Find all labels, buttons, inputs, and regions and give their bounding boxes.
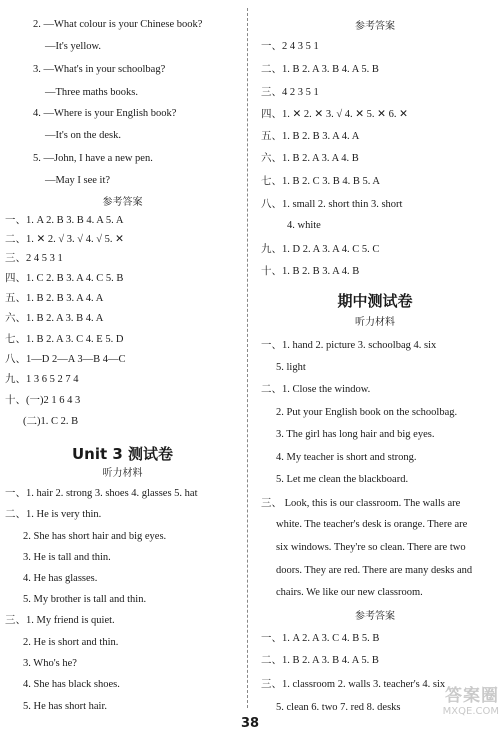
text-line: 3. —What's in your schoolbag?	[33, 64, 166, 75]
text-line: 五、1. B 2. B 3. A 4. A	[5, 293, 104, 304]
text-line: —It's on the desk.	[45, 130, 121, 141]
text-line: 2. He is short and thin.	[23, 637, 119, 648]
text-line: 3. He is tall and thin.	[23, 552, 111, 563]
text-line: 5. light	[276, 362, 306, 373]
text-line: 九、1 3 6 5 2 7 4	[5, 374, 79, 385]
text-line: (二)1. C 2. B	[23, 416, 79, 427]
text-line: 三、4 2 3 5 1	[261, 87, 319, 98]
text-line: 五、1. B 2. B 3. A 4. A	[261, 131, 360, 142]
text-line: 2. —What colour is your Chinese book?	[33, 19, 203, 30]
text-line: 七、1. B 2. A 3. C 4. E 5. D	[5, 334, 124, 345]
text-line: —It's yellow.	[45, 41, 102, 52]
text-line: 二、1. B 2. A 3. B 4. A 5. B	[261, 64, 379, 75]
text-line: 四、1. C 2. B 3. A 4. C 5. B	[5, 273, 124, 284]
section-heading: 听力材料	[355, 317, 395, 328]
text-line: 一、1. A 2. B 3. B 4. A 5. A	[5, 215, 124, 226]
section-heading: 参考答案	[102, 197, 143, 208]
text-line: 4. My teacher is short and strong.	[276, 452, 417, 463]
text-line: 5. He has short hair.	[23, 701, 107, 712]
text-line: 六、1. B 2. A 3. A 4. B	[261, 153, 359, 164]
text-line: 二、1. Close the window.	[261, 384, 371, 395]
text-line: 三、2 4 5 3 1	[5, 253, 63, 264]
section-heading: 参考答案	[355, 21, 395, 32]
text-line: six windows. They're so clean. There are two	[276, 542, 466, 553]
text-line: —May I see it?	[45, 175, 111, 186]
text-line: 九、1. D 2. A 3. A 4. C 5. C	[261, 244, 380, 255]
text-line: 一、1. hand 2. picture 3. schoolbag 4. six	[261, 340, 437, 351]
column-divider	[247, 8, 248, 708]
text-line: white. The teacher's desk is orange. There are	[276, 519, 468, 530]
text-line: 2. Put your English book on the schoolbag.	[276, 407, 458, 418]
section-heading: 参考答案	[355, 611, 395, 622]
text-line: 一、2 4 3 5 1	[261, 41, 319, 52]
text-line: 4. white	[287, 220, 321, 231]
text-line: 一、1. hair 2. strong 3. shoes 4. glasses 5. hat	[5, 488, 198, 499]
text-line: 三、1. My friend is quiet.	[5, 615, 115, 626]
watermark-logo	[395, 688, 499, 732]
text-line: 5. Let me clean the blackboard.	[276, 474, 409, 485]
text-line: chairs. We like our new classroom.	[276, 587, 423, 598]
text-line: 5. clean 6. two 7. red 8. desks	[276, 702, 401, 713]
section-heading: 听力材料	[102, 468, 143, 479]
text-line: 5. My brother is tall and thin.	[23, 594, 147, 605]
watermark-url: MXQE.COM	[442, 706, 499, 717]
text-line: 2. She has short hair and big eyes.	[23, 531, 167, 542]
section-title: Unit 3 测试卷	[71, 445, 174, 463]
text-line: 六、1. B 2. A 3. B 4. A	[5, 313, 104, 324]
text-line: 3. The girl has long hair and big eyes.	[276, 429, 435, 440]
text-line: —Three maths books.	[45, 87, 139, 98]
text-line: 四、1. ✕ 2. ✕ 3. √ 4. ✕ 5. ✕ 6. ✕	[261, 109, 408, 120]
text-line: 二、1. ✕ 2. √ 3. √ 4. √ 5. ✕	[5, 234, 124, 245]
text-line: 4. He has glasses.	[23, 573, 98, 584]
text-line: 4. —Where is your English book?	[33, 108, 177, 119]
text-line: 5. —John, I have a new pen.	[33, 153, 153, 164]
text-line: doors. They are red. There are many desks and	[276, 565, 473, 576]
page-number: 38	[240, 716, 260, 731]
text-line: 八、1—D 2—A 3—B 4—C	[5, 354, 126, 365]
text-line: 三、 Look, this is our classroom. The walls are	[261, 498, 461, 509]
section-title: 期中测试卷	[337, 292, 413, 310]
text-line: 三、1. classroom 2. walls 3. teacher's 4. six	[261, 679, 446, 690]
text-line: 十、1. B 2. B 3. A 4. B	[261, 266, 360, 277]
text-line: 3. Who's he?	[23, 658, 77, 669]
text-line: 4. She has black shoes.	[23, 679, 120, 690]
text-line: 七、1. B 2. C 3. B 4. B 5. A	[261, 176, 381, 187]
text-line: 二、1. He is very thin.	[5, 509, 102, 520]
watermark-text: 答案圈	[445, 686, 499, 706]
text-line: 十、(一)2 1 6 4 3	[5, 395, 81, 406]
text-line: 一、1. A 2. A 3. C 4. B 5. B	[261, 633, 380, 644]
text-line: 八、1. small 2. short thin 3. short	[261, 199, 403, 210]
text-line: 二、1. B 2. A 3. B 4. A 5. B	[261, 655, 379, 666]
